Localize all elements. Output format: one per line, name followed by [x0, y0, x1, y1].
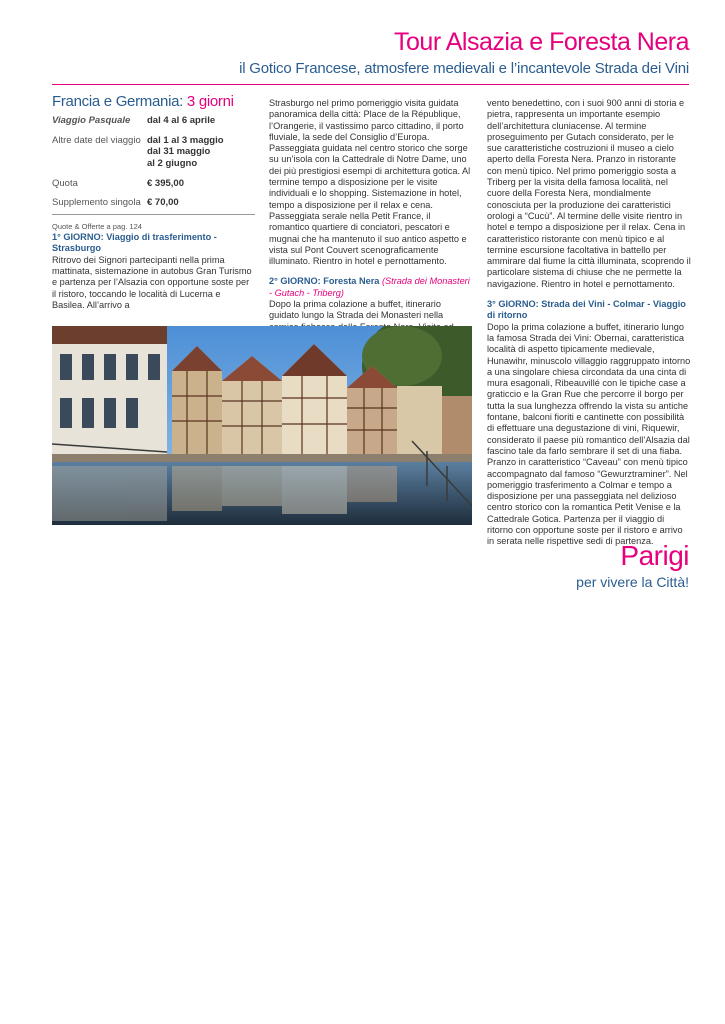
day2-text-a: Dopo la prima colazione a buffet, itinerario guidato lungo la Strada dei Monasteri nella [269, 299, 444, 321]
info-label: Quota [52, 177, 78, 189]
info-label: Altre date del viaggio [52, 134, 141, 146]
day2-text-b: vento benedettino, con i suoi 900 anni di storia e pietra, rappresenta un importante esempio dell’architettura cluniacense. Al termine proseguimento per Gutach considerato, per le sue caratteristiche costruzioni il museo a cielo aperto della Foresta Nera. Pranzo in ristorante con menù tipico. Nel primo pomeriggio sosta a Triberg per la visita della famosa località, nel cuore della Foresta Nera, mondialmente conosciuta per la produzione dei caratteristici orologi a “Cucù”. Al termine delle visite rientro in hotel e tempo a disposizione per il relax. Cena in caratteristico ristorante con menù tipico e al termine escursione facoltativa in battello per ammirare dal fiume la città illuminata, scoprendo il particolare sistema di chiuse che ne permette la navigazione. Rientro in hotel e pernottamento. [487, 98, 691, 289]
info-value: dal 4 al 6 aprile [147, 115, 216, 127]
info-label: Supplemento singola [52, 197, 141, 209]
info-value: dal 1 al 3 maggio [147, 134, 224, 146]
day3-title: 3° GIORNO: Strada dei Vini - Colmar - Viaggio di ritorno [487, 299, 686, 321]
column-1 [52, 93, 255, 311]
day1-text-b: Strasburgo nel primo pomeriggio visita guidata panoramica della città: Place de la République, l’Orangerie, il vastissimo parco cittadino, il porto fluviale, la sede del Consiglio d’Europa. Passeggiata guidata nel centro storico che sorge su un’isola con la Cattedrale di Notre Dame, uno dei più prestigiosi esempi di architettura gotica. Al termine tempo a disposizione per le visite individuali e lo shopping. Sistemazione in hotel, tempo a disposizione per il relax e cena. Passeggiata serale nella Petit France, il romantico quartiere di conciatori, pescatori e mugnai che ha mantenuto il suo antico aspetto e vista sul Pont Couvert scenograficamente illuminato. Rientro in hotel e pernottamento. [269, 98, 471, 267]
next-tour-subtitle: per vivere la Città! [576, 574, 689, 590]
info-label: Viaggio Pasquale [52, 115, 131, 127]
page-title: Tour Alsazia e Foresta Nera [394, 28, 689, 56]
info-row [52, 127, 255, 147]
day2-title [269, 276, 472, 299]
day2-title-main: 2° GIORNO: Foresta Nera [269, 276, 380, 287]
region-days: 3 giorni [186, 93, 234, 110]
header-divider [52, 84, 689, 85]
info-row [52, 158, 255, 170]
info-value: al 2 giugno [147, 158, 198, 170]
region-heading [52, 93, 255, 110]
info-value: € 395,00 [147, 177, 184, 189]
day2-title-route: (Strada dei Monasteri - Gutach - Triberg) [269, 276, 470, 298]
info-label [52, 158, 147, 170]
day1-title-line2: Strasburgo [52, 243, 102, 254]
day1-title-line1: 1° GIORNO: Viaggio di trasferimento - [52, 232, 217, 243]
info-divider [52, 214, 255, 215]
quote-reference: Quote & Offerte a pag. 124 [52, 221, 142, 231]
info-table [52, 115, 255, 209]
day1-text-a: Ritrovo dei Signori partecipanti nella prima mattinata, sistemazione in autobus Gran Turismo e partenza per l’Alsazia con opportune soste per il ristoro, toccando le località di Lucerna e Basilea. All’arrivo a [52, 254, 252, 310]
info-row [52, 189, 255, 209]
column-3 [487, 98, 691, 548]
info-row [52, 146, 255, 158]
page-subtitle: il Gotico Francese, atmosfere medievali e l’incantevole Strada dei Vini [239, 60, 689, 77]
info-value: dal 31 maggio [147, 146, 211, 158]
column-2 [269, 98, 472, 344]
info-row [52, 170, 255, 190]
info-row [52, 115, 255, 127]
day1-title [52, 232, 255, 255]
region-prefix: Francia e Germania: [52, 93, 184, 110]
info-value: € 70,00 [147, 197, 179, 209]
info-label [52, 146, 147, 158]
next-tour-title: Parigi [620, 540, 689, 571]
day3-text: Dopo la prima colazione a buffet, itinerario lungo la famosa Strada dei Vini: Obernai, caratteristica località di aspetto tipicamente medievale, Hunawihr, minuscolo villaggio raggruppato intorno a una singolare chiesa circondata da una cinta di mura esagonali, Ribeauvillé con le tipiche case a graticcio e la Gran Rue che percorre il borgo per tutta la sua lunghezza offrendo la vista su antiche fontane, balconi fioriti e cantinette con possibilità di effettuare una degustazione di vini, Riquewir, considerato il paese più romantico dell’Alsazia dal fascino tale da farlo sembrare il set di una fiaba. Pranzo in caratteristico “Caveau” con menù tipico accompagnato dal famoso “Gewurztraminer”. Nel pomeriggio trasferimento a Colmar e tempo a disposizione per una passeggiata nel delizioso centro storico con la romantica Petit Venise e la Cattedrale Gotica. Partenza per il viaggio di ritorno con opportune soste per il ristoro e arrivo in serata nelle rispettive sedi di partenza. [487, 321, 691, 547]
strasbourg-canal-photo [52, 326, 472, 525]
